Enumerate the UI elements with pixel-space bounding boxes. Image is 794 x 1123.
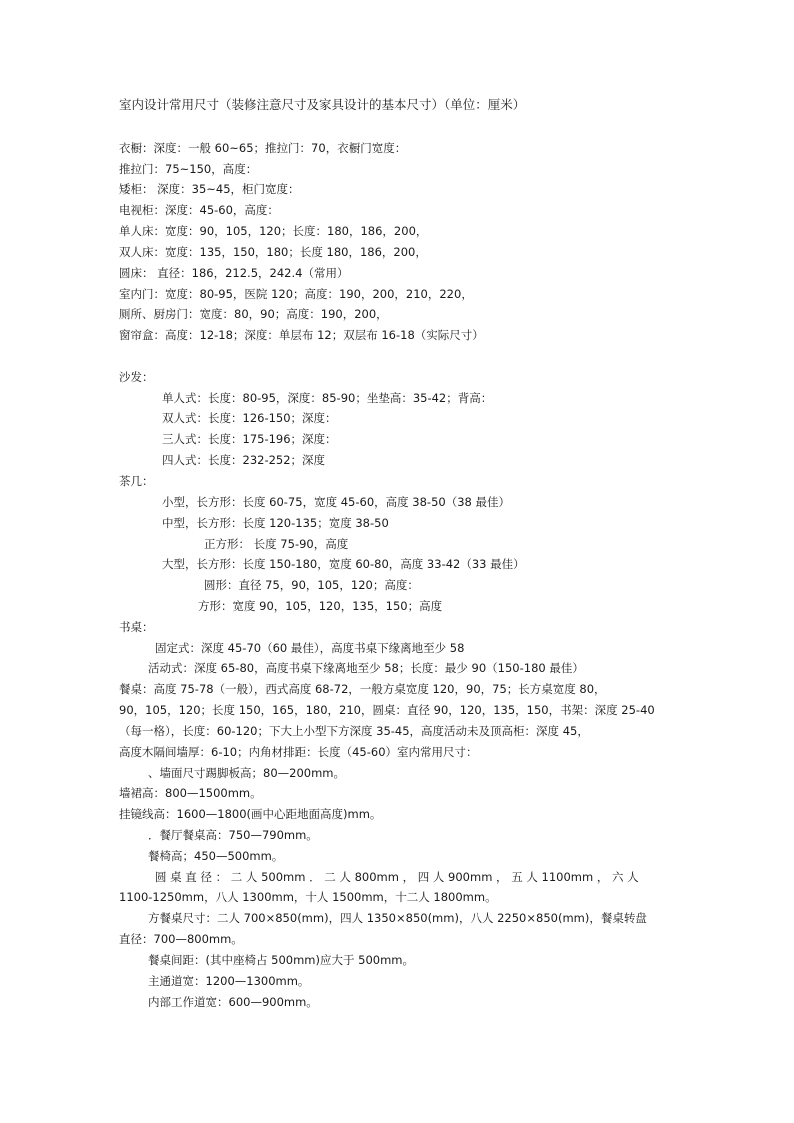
text-line: 矮柜： 深度：35~45，柜门宽度： [119, 182, 300, 196]
text-line: 、墙面尺寸踢脚板高；80—200mm。 [148, 766, 345, 780]
text-line: 室内门：宽度：80-95，医院 120；高度：190，200，210，220， [119, 287, 473, 301]
text-line: 餐桌：高度 75-78（一般），西式高度 68-72，一般方桌宽度 120，90，75；长方桌宽度 80， [119, 682, 606, 696]
text-line: 双人床：宽度：135，150，180；长度 180，186，200， [119, 245, 427, 259]
text-line: 餐桌间距：(其中座椅占 500mm)应大于 500mm。 [148, 953, 414, 967]
text-line: 90，105，120；长度 150，165，180，210，圆桌：直径 90，120，135，150，书架：深度 25-40 [119, 703, 655, 717]
text-line: 方形：宽度 90，105，120，135，150；高度 [198, 599, 443, 613]
text-line: 圆形：直径 75，90，105，120；高度： [204, 578, 419, 592]
text-line: 窗帘盒：高度：12-18；深度：单层布 12；双层布 16-18（实际尺寸） [119, 328, 484, 342]
text-line: 三人式：长度：175-196；深度： [162, 432, 337, 446]
text-line: 直径：700—800mm。 [119, 932, 243, 946]
section-heading: 沙发： [119, 370, 154, 384]
section-heading: 书桌： [119, 620, 154, 634]
text-line: （每一格），长度：60-120；下大上小型下方深度 35-45，高度活动未及顶高柜：深度 45， [119, 724, 589, 738]
text-line: 墙裙高：800—1500mm。 [119, 786, 262, 800]
text-line: 圆床： 直径：186，212.5，242.4（常用） [119, 266, 349, 280]
text-line: 中型，长方形：长度 120-135；宽度 38-50 [162, 516, 389, 530]
text-line: 活动式：深度 65-80，高度书桌下缘离地至少 58；长度：最少 90（150-180 最佳） [148, 661, 584, 675]
text-line: 餐椅高；450—500mm。 [148, 849, 284, 863]
text-line: 单人床：宽度：90，105，120；长度：180，186，200， [119, 224, 428, 238]
section-heading: 茶几： [119, 474, 154, 488]
text-line: 圆 桌 直 径 ： 二 人 500mm ． 二 人 800mm ， 四 人 900mm ， 五 人 1100mm ， 六 人 [155, 870, 639, 884]
text-line: 大型，长方形：长度 150-180，宽度 60-80，高度 33-42（33 最佳） [162, 557, 525, 571]
text-line: 电视柜：深度：45-60，高度： [119, 203, 279, 217]
text-line: 高度木隔间墙厚：6-10；内角材排距：长度（45-60）室内常用尺寸： [119, 745, 478, 759]
text-line: 1100-1250mm，八人 1300mm，十人 1500mm，十二人 1800mm。 [119, 890, 497, 904]
text-line: 四人式：长度：232-252；深度 [162, 453, 326, 467]
text-line: 双人式：长度：126-150；深度： [162, 411, 337, 425]
text-line: ．餐厅餐桌高：750—790mm。 [148, 828, 318, 842]
text-line: 小型，长方形：长度 60-75，宽度 45-60，高度 38-50（38 最佳） [162, 495, 511, 509]
text-line: 推拉门：75~150，高度： [119, 162, 258, 176]
text-line: 挂镜线高：1600—1800(画中心距地面高度)mm。 [119, 807, 382, 821]
text-line: 方餐桌尺寸：二人 700×850(mm)，四人 1350×850(mm)，八人 2250×850(mm)，餐桌转盘 [148, 911, 647, 925]
document-title: 室内设计常用尺寸（装修注意尺寸及家具设计的基本尺寸）（单位：厘米） [119, 97, 526, 112]
text-line: 厕所、厨房门：宽度：80，90；高度：190，200， [119, 307, 388, 321]
text-line: 正方形： 长度 75-90，高度 [204, 537, 349, 551]
text-line: 固定式：深度 45-70（60 最佳），高度书桌下缘离地至少 58 [155, 641, 465, 655]
text-line: 主通道宽：1200—1300mm。 [148, 974, 310, 988]
text-line: 衣橱：深度：一般 60~65；推拉门：70，衣橱门宽度： [119, 141, 407, 155]
text-line: 单人式：长度：80-95，深度：85-90；坐垫高：35-42；背高： [162, 391, 493, 405]
text-line: 内部工作道宽：600—900mm。 [148, 995, 318, 1009]
